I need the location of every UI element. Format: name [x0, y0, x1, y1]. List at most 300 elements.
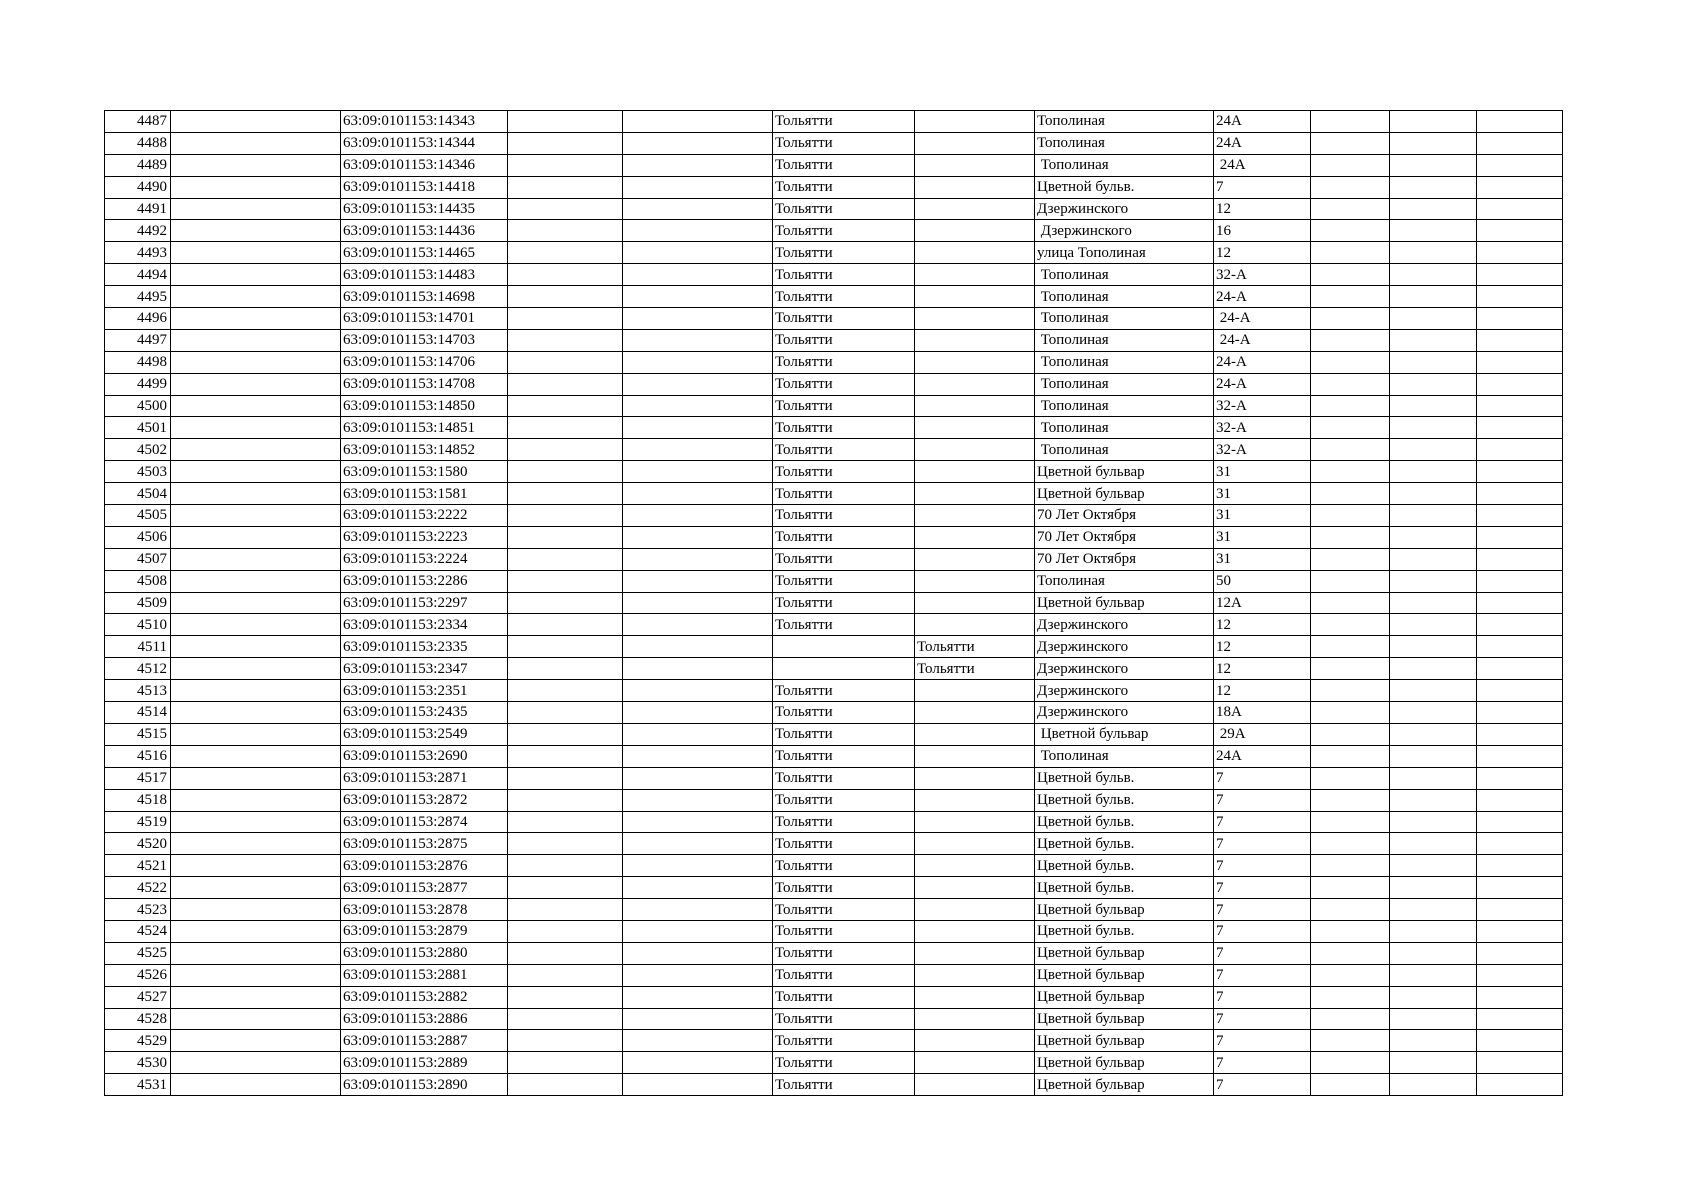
row-number-cell: 4512 — [105, 658, 171, 680]
blank-cell — [1390, 833, 1477, 855]
table-row — [105, 920, 1563, 942]
blank-cell — [1311, 286, 1390, 308]
blank-cell — [508, 1008, 623, 1030]
city-cell: Тольятти — [773, 220, 915, 242]
blank-cell — [623, 570, 773, 592]
blank-cell — [1390, 286, 1477, 308]
row-number-cell: 4508 — [105, 570, 171, 592]
house-number-cell: 16 — [1214, 220, 1311, 242]
locality-cell — [915, 351, 1035, 373]
blank-cell — [623, 483, 773, 505]
house-number-cell: 29А — [1214, 723, 1311, 745]
house-number-cell: 32-А — [1214, 417, 1311, 439]
blank-cell — [1311, 789, 1390, 811]
blank-cell — [1390, 592, 1477, 614]
blank-cell — [508, 767, 623, 789]
blank-cell — [1477, 1008, 1563, 1030]
blank-cell — [1311, 329, 1390, 351]
blank-cell — [1311, 920, 1390, 942]
blank-cell — [508, 176, 623, 198]
locality-cell — [915, 833, 1035, 855]
city-cell: Тольятти — [773, 1074, 915, 1096]
blank-cell — [1311, 855, 1390, 877]
cadastral-number-cell: 63:09:0101153:14708 — [341, 373, 508, 395]
blank-cell — [1311, 548, 1390, 570]
blank-cell — [508, 811, 623, 833]
house-number-cell: 12 — [1214, 242, 1311, 264]
blank-cell — [1390, 417, 1477, 439]
blank-cell — [1311, 745, 1390, 767]
cadastral-number-cell: 63:09:0101153:14701 — [341, 308, 508, 330]
house-number-cell: 32-А — [1214, 395, 1311, 417]
row-number-cell: 4489 — [105, 154, 171, 176]
locality-cell — [915, 614, 1035, 636]
blank-cell — [1390, 198, 1477, 220]
street-cell: Цветной бульвар — [1035, 1008, 1214, 1030]
blank-cell — [1311, 723, 1390, 745]
blank-cell — [1477, 942, 1563, 964]
blank-cell — [171, 833, 341, 855]
blank-cell — [1311, 395, 1390, 417]
locality-cell: Тольятти — [915, 636, 1035, 658]
cadastral-number-cell: 63:09:0101153:14465 — [341, 242, 508, 264]
blank-cell — [171, 877, 341, 899]
blank-cell — [1477, 132, 1563, 154]
blank-cell — [623, 242, 773, 264]
blank-cell — [508, 855, 623, 877]
blank-cell — [171, 920, 341, 942]
cadastral-number-cell: 63:09:0101153:2690 — [341, 745, 508, 767]
locality-cell — [915, 1074, 1035, 1096]
row-number-cell: 4522 — [105, 877, 171, 899]
table-row — [105, 483, 1563, 505]
table-row — [105, 986, 1563, 1008]
table-row — [105, 220, 1563, 242]
locality-cell — [915, 242, 1035, 264]
street-cell: 70 Лет Октября — [1035, 548, 1214, 570]
cadastral-number-cell: 63:09:0101153:14344 — [341, 132, 508, 154]
table-row — [105, 242, 1563, 264]
locality-cell — [915, 329, 1035, 351]
row-number-cell: 4527 — [105, 986, 171, 1008]
house-number-cell: 18А — [1214, 702, 1311, 724]
cadastral-number-cell: 63:09:0101153:2223 — [341, 526, 508, 548]
blank-cell — [171, 570, 341, 592]
street-cell: Тополиная — [1035, 417, 1214, 439]
street-cell: Дзержинского — [1035, 636, 1214, 658]
street-cell: Тополиная — [1035, 395, 1214, 417]
blank-cell — [508, 942, 623, 964]
blank-cell — [1311, 811, 1390, 833]
table-row — [105, 154, 1563, 176]
table-row — [105, 1008, 1563, 1030]
blank-cell — [623, 789, 773, 811]
blank-cell — [1390, 789, 1477, 811]
row-number-cell: 4514 — [105, 702, 171, 724]
row-number-cell: 4500 — [105, 395, 171, 417]
cadastral-number-cell: 63:09:0101153:14706 — [341, 351, 508, 373]
street-cell: Тополиная — [1035, 286, 1214, 308]
blank-cell — [1390, 439, 1477, 461]
blank-cell — [1477, 548, 1563, 570]
blank-cell — [508, 351, 623, 373]
blank-cell — [623, 505, 773, 527]
street-cell: Дзержинского — [1035, 614, 1214, 636]
table-row — [105, 329, 1563, 351]
locality-cell — [915, 286, 1035, 308]
city-cell: Тольятти — [773, 111, 915, 133]
city-cell: Тольятти — [773, 855, 915, 877]
house-number-cell: 24-А — [1214, 286, 1311, 308]
street-cell: Цветной бульвар — [1035, 461, 1214, 483]
blank-cell — [623, 592, 773, 614]
house-number-cell: 12 — [1214, 680, 1311, 702]
house-number-cell: 7 — [1214, 789, 1311, 811]
blank-cell — [1390, 811, 1477, 833]
registry-table — [104, 110, 1563, 1096]
house-number-cell: 7 — [1214, 920, 1311, 942]
row-number-cell: 4507 — [105, 548, 171, 570]
blank-cell — [623, 220, 773, 242]
blank-cell — [1390, 614, 1477, 636]
blank-cell — [623, 855, 773, 877]
table-row — [105, 614, 1563, 636]
street-cell: Цветной бульвар — [1035, 1030, 1214, 1052]
blank-cell — [508, 636, 623, 658]
blank-cell — [1390, 111, 1477, 133]
house-number-cell: 31 — [1214, 461, 1311, 483]
row-number-cell: 4531 — [105, 1074, 171, 1096]
row-number-cell: 4505 — [105, 505, 171, 527]
blank-cell — [1311, 899, 1390, 921]
blank-cell — [1311, 308, 1390, 330]
blank-cell — [1311, 176, 1390, 198]
blank-cell — [1390, 877, 1477, 899]
blank-cell — [1477, 417, 1563, 439]
blank-cell — [1311, 417, 1390, 439]
row-number-cell: 4498 — [105, 351, 171, 373]
blank-cell — [1390, 1008, 1477, 1030]
blank-cell — [508, 461, 623, 483]
city-cell: Тольятти — [773, 176, 915, 198]
blank-cell — [171, 329, 341, 351]
house-number-cell: 12 — [1214, 198, 1311, 220]
blank-cell — [508, 373, 623, 395]
cadastral-number-cell: 63:09:0101153:2890 — [341, 1074, 508, 1096]
street-cell: Тополиная — [1035, 745, 1214, 767]
street-cell: Тополиная — [1035, 154, 1214, 176]
blank-cell — [171, 373, 341, 395]
city-cell: Тольятти — [773, 1030, 915, 1052]
locality-cell — [915, 811, 1035, 833]
table-row — [105, 395, 1563, 417]
blank-cell — [623, 658, 773, 680]
blank-cell — [1390, 658, 1477, 680]
locality-cell — [915, 483, 1035, 505]
row-number-cell: 4495 — [105, 286, 171, 308]
blank-cell — [508, 1030, 623, 1052]
blank-cell — [1390, 351, 1477, 373]
blank-cell — [508, 286, 623, 308]
blank-cell — [508, 789, 623, 811]
blank-cell — [1390, 461, 1477, 483]
cadastral-number-cell: 63:09:0101153:2549 — [341, 723, 508, 745]
house-number-cell: 24-А — [1214, 329, 1311, 351]
row-number-cell: 4511 — [105, 636, 171, 658]
street-cell: Тополиная — [1035, 308, 1214, 330]
locality-cell — [915, 505, 1035, 527]
blank-cell — [623, 351, 773, 373]
street-cell: Тополиная — [1035, 264, 1214, 286]
cadastral-number-cell: 63:09:0101153:2334 — [341, 614, 508, 636]
blank-cell — [623, 264, 773, 286]
blank-cell — [171, 526, 341, 548]
blank-cell — [623, 636, 773, 658]
row-number-cell: 4519 — [105, 811, 171, 833]
blank-cell — [623, 964, 773, 986]
table-row — [105, 680, 1563, 702]
street-cell: Цветной бульвар — [1035, 592, 1214, 614]
blank-cell — [508, 680, 623, 702]
blank-cell — [171, 1008, 341, 1030]
blank-cell — [508, 154, 623, 176]
house-number-cell: 24А — [1214, 111, 1311, 133]
blank-cell — [508, 111, 623, 133]
locality-cell — [915, 964, 1035, 986]
blank-cell — [1477, 592, 1563, 614]
table-row — [105, 548, 1563, 570]
blank-cell — [1311, 1008, 1390, 1030]
house-number-cell: 7 — [1214, 855, 1311, 877]
house-number-cell: 7 — [1214, 1074, 1311, 1096]
locality-cell — [915, 570, 1035, 592]
blank-cell — [171, 417, 341, 439]
blank-cell — [1311, 373, 1390, 395]
blank-cell — [1477, 920, 1563, 942]
table-row — [105, 1030, 1563, 1052]
table-row — [105, 899, 1563, 921]
cadastral-number-cell: 63:09:0101153:2871 — [341, 767, 508, 789]
blank-cell — [623, 942, 773, 964]
blank-cell — [1477, 658, 1563, 680]
blank-cell — [508, 658, 623, 680]
house-number-cell: 7 — [1214, 942, 1311, 964]
blank-cell — [1311, 1030, 1390, 1052]
city-cell: Тольятти — [773, 373, 915, 395]
blank-cell — [1477, 570, 1563, 592]
blank-cell — [1477, 198, 1563, 220]
cadastral-number-cell: 63:09:0101153:2286 — [341, 570, 508, 592]
city-cell: Тольятти — [773, 286, 915, 308]
blank-cell — [508, 505, 623, 527]
cadastral-number-cell: 63:09:0101153:2877 — [341, 877, 508, 899]
blank-cell — [1390, 767, 1477, 789]
city-cell: Тольятти — [773, 833, 915, 855]
blank-cell — [623, 833, 773, 855]
blank-cell — [1477, 505, 1563, 527]
street-cell: Цветной бульвар — [1035, 483, 1214, 505]
table-row — [105, 745, 1563, 767]
street-cell: Цветной бульв. — [1035, 789, 1214, 811]
blank-cell — [1390, 329, 1477, 351]
blank-cell — [1477, 526, 1563, 548]
table-row — [105, 132, 1563, 154]
blank-cell — [508, 986, 623, 1008]
street-cell: Тополиная — [1035, 132, 1214, 154]
blank-cell — [171, 614, 341, 636]
cadastral-number-cell: 63:09:0101153:2335 — [341, 636, 508, 658]
blank-cell — [508, 570, 623, 592]
blank-cell — [1477, 702, 1563, 724]
blank-cell — [1477, 1030, 1563, 1052]
table-row — [105, 942, 1563, 964]
cadastral-number-cell: 63:09:0101153:2886 — [341, 1008, 508, 1030]
blank-cell — [1311, 198, 1390, 220]
blank-cell — [623, 811, 773, 833]
row-number-cell: 4517 — [105, 767, 171, 789]
table-row — [105, 833, 1563, 855]
locality-cell — [915, 417, 1035, 439]
blank-cell — [1477, 899, 1563, 921]
blank-cell — [623, 920, 773, 942]
blank-cell — [508, 877, 623, 899]
blank-cell — [1311, 614, 1390, 636]
blank-cell — [1477, 111, 1563, 133]
row-number-cell: 4516 — [105, 745, 171, 767]
street-cell: Дзержинского — [1035, 220, 1214, 242]
blank-cell — [171, 286, 341, 308]
blank-cell — [508, 198, 623, 220]
blank-cell — [1477, 483, 1563, 505]
blank-cell — [623, 154, 773, 176]
blank-cell — [171, 1074, 341, 1096]
row-number-cell: 4490 — [105, 176, 171, 198]
row-number-cell: 4525 — [105, 942, 171, 964]
city-cell: Тольятти — [773, 614, 915, 636]
city-cell: Тольятти — [773, 592, 915, 614]
blank-cell — [1311, 1052, 1390, 1074]
house-number-cell: 50 — [1214, 570, 1311, 592]
blank-cell — [1477, 351, 1563, 373]
table-row — [105, 789, 1563, 811]
city-cell: Тольятти — [773, 439, 915, 461]
street-cell: Цветной бульвар — [1035, 723, 1214, 745]
blank-cell — [623, 680, 773, 702]
blank-cell — [1311, 264, 1390, 286]
house-number-cell: 24-А — [1214, 308, 1311, 330]
table-row — [105, 111, 1563, 133]
blank-cell — [508, 264, 623, 286]
city-cell: Тольятти — [773, 461, 915, 483]
blank-cell — [508, 132, 623, 154]
blank-cell — [623, 1008, 773, 1030]
cadastral-number-cell: 63:09:0101153:2879 — [341, 920, 508, 942]
row-number-cell: 4506 — [105, 526, 171, 548]
blank-cell — [508, 483, 623, 505]
blank-cell — [171, 899, 341, 921]
blank-cell — [171, 1030, 341, 1052]
locality-cell — [915, 373, 1035, 395]
city-cell: Тольятти — [773, 702, 915, 724]
table-row — [105, 439, 1563, 461]
blank-cell — [171, 592, 341, 614]
house-number-cell: 24А — [1214, 154, 1311, 176]
blank-cell — [1390, 483, 1477, 505]
locality-cell — [915, 176, 1035, 198]
blank-cell — [623, 1030, 773, 1052]
blank-cell — [1390, 855, 1477, 877]
street-cell: Дзержинского — [1035, 658, 1214, 680]
table-body — [105, 111, 1563, 1096]
blank-cell — [1311, 111, 1390, 133]
street-cell: Дзержинского — [1035, 680, 1214, 702]
blank-cell — [508, 920, 623, 942]
city-cell: Тольятти — [773, 242, 915, 264]
street-cell: Тополиная — [1035, 111, 1214, 133]
blank-cell — [171, 986, 341, 1008]
blank-cell — [508, 548, 623, 570]
blank-cell — [1477, 154, 1563, 176]
blank-cell — [171, 242, 341, 264]
city-cell: Тольятти — [773, 877, 915, 899]
blank-cell — [1311, 483, 1390, 505]
blank-cell — [1390, 242, 1477, 264]
blank-cell — [1477, 286, 1563, 308]
blank-cell — [623, 702, 773, 724]
house-number-cell: 7 — [1214, 877, 1311, 899]
row-number-cell: 4497 — [105, 329, 171, 351]
blank-cell — [623, 899, 773, 921]
street-cell: Тополиная — [1035, 570, 1214, 592]
blank-cell — [508, 526, 623, 548]
cadastral-number-cell: 63:09:0101153:2874 — [341, 811, 508, 833]
blank-cell — [1390, 723, 1477, 745]
cadastral-number-cell: 63:09:0101153:2882 — [341, 986, 508, 1008]
locality-cell — [915, 220, 1035, 242]
house-number-cell: 24А — [1214, 132, 1311, 154]
cadastral-number-cell: 63:09:0101153:14698 — [341, 286, 508, 308]
table-row — [105, 505, 1563, 527]
blank-cell — [623, 329, 773, 351]
street-cell: Цветной бульв. — [1035, 833, 1214, 855]
row-number-cell: 4523 — [105, 899, 171, 921]
blank-cell — [171, 132, 341, 154]
cadastral-number-cell: 63:09:0101153:2878 — [341, 899, 508, 921]
blank-cell — [1477, 833, 1563, 855]
blank-cell — [623, 286, 773, 308]
cadastral-number-cell: 63:09:0101153:14436 — [341, 220, 508, 242]
blank-cell — [171, 723, 341, 745]
blank-cell — [1390, 1052, 1477, 1074]
locality-cell — [915, 745, 1035, 767]
cadastral-number-cell: 63:09:0101153:1581 — [341, 483, 508, 505]
table-row — [105, 264, 1563, 286]
table-row — [105, 570, 1563, 592]
blank-cell — [171, 483, 341, 505]
locality-cell — [915, 395, 1035, 417]
blank-cell — [1311, 986, 1390, 1008]
city-cell: Тольятти — [773, 1008, 915, 1030]
blank-cell — [1311, 439, 1390, 461]
city-cell: Тольятти — [773, 680, 915, 702]
blank-cell — [1477, 264, 1563, 286]
blank-cell — [623, 308, 773, 330]
row-number-cell: 4493 — [105, 242, 171, 264]
city-cell: Тольятти — [773, 526, 915, 548]
blank-cell — [171, 745, 341, 767]
blank-cell — [171, 636, 341, 658]
table-row — [105, 592, 1563, 614]
